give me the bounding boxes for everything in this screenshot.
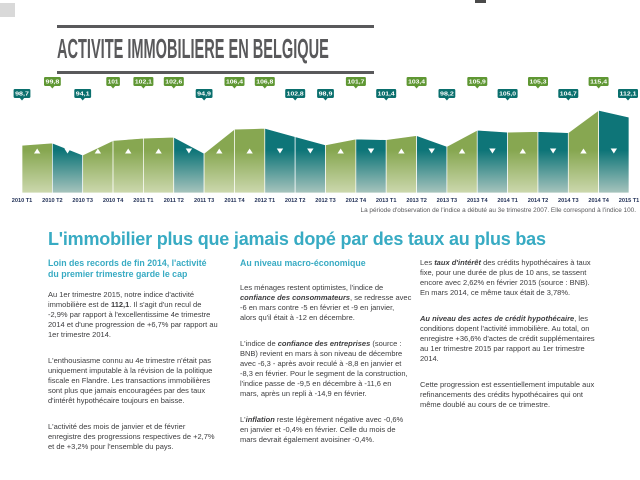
corner-artifact-dash xyxy=(475,0,486,3)
chart-bar-segment xyxy=(386,136,416,194)
x-axis-label: 2013 T4 xyxy=(467,198,488,204)
column-subhead: Au niveau macro-économique xyxy=(240,258,366,268)
value-badge xyxy=(376,89,396,101)
svg-text:106,8: 106,8 xyxy=(256,79,274,86)
column-interest-rates xyxy=(420,258,600,426)
svg-text:103,4: 103,4 xyxy=(408,79,427,86)
value-badge xyxy=(558,89,578,101)
paragraph: Au niveau des actes de crédit hypothécaire, les conditions dopent l'activité immobilière. Au total, on enregistre +36,6% d'actes de crédit supplémentaires au 1er trimestre 2015 par rapport au 1er trimestre 2014. xyxy=(420,314,595,363)
column-subhead: Loin des records de fin 2014, l'activité du premier trimestre garde le cap xyxy=(48,258,207,279)
value-badge xyxy=(407,77,427,89)
corner-artifact-box xyxy=(0,3,15,17)
chart-bar-segment xyxy=(143,137,173,193)
value-badge xyxy=(439,89,456,101)
value-badge xyxy=(106,77,120,89)
value-badge xyxy=(498,89,518,101)
page-title: ACTIVITE IMMOBILIERE EN BELGIQUE xyxy=(57,33,329,64)
x-axis-label: 2015 T1 xyxy=(618,198,640,204)
value-badge xyxy=(589,77,609,89)
svg-text:102,1: 102,1 xyxy=(134,79,152,86)
svg-text:102,8: 102,8 xyxy=(286,91,304,98)
x-axis-label: 2010 T2 xyxy=(42,198,63,204)
chart-bar-segment xyxy=(83,141,113,194)
svg-text:104,7: 104,7 xyxy=(559,91,577,98)
chart-bar-segment xyxy=(204,129,234,193)
chart-bar-segment xyxy=(295,137,325,193)
x-axis-label: 2014 T2 xyxy=(527,198,549,204)
paragraph: L'activité des mois de janvier et de février enregistre des progressions respectives de +2,7% et de +3,2% pour l'ensemble du pays. xyxy=(48,422,215,451)
article-headline: L'immobilier plus que jamais dopé par des taux au plus bas xyxy=(48,229,546,249)
column-macro-economy xyxy=(240,258,412,461)
chart-bar-segment xyxy=(326,139,356,193)
value-badge xyxy=(74,89,91,101)
svg-text:98,2: 98,2 xyxy=(440,91,454,98)
chart-bar-segment xyxy=(417,136,447,194)
x-axis-label: 2013 T1 xyxy=(375,198,397,204)
chart-bar-segment xyxy=(538,132,568,194)
value-badge xyxy=(255,77,275,89)
x-axis-label: 2012 T2 xyxy=(284,198,306,204)
chart-observation-note: La période d'observation de l'indice a débuté au 3e trimestre 2007. Elle correspond à l'indice 100. xyxy=(360,207,636,214)
chart-bar-segment xyxy=(174,137,204,193)
value-badge xyxy=(618,89,638,101)
x-axis-label: 2012 T3 xyxy=(315,198,336,204)
chart-bar-segment xyxy=(265,128,295,193)
value-badge xyxy=(528,77,548,89)
paragraph: Les taux d'intérêt des crédits hypothécaires à taux fixe, pour une durée de plus de 10 ans, se tassent encore avec 2,62% en février 2015 (source : BNB). En mars 2014, ce même taux était de 3,78%. xyxy=(420,258,591,297)
chart-bar-segment xyxy=(356,139,386,193)
svg-text:101,4: 101,4 xyxy=(377,91,396,98)
svg-text:98,9: 98,9 xyxy=(318,91,333,98)
svg-text:99,8: 99,8 xyxy=(45,79,60,86)
column-quarter-summary xyxy=(48,258,218,468)
chart-bar-segment xyxy=(508,132,538,194)
x-axis-label: 2013 T3 xyxy=(436,198,458,204)
svg-text:94,9: 94,9 xyxy=(197,91,212,98)
svg-text:101: 101 xyxy=(107,79,119,86)
x-axis-label: 2011 T3 xyxy=(193,198,215,204)
svg-text:94,1: 94,1 xyxy=(75,91,90,98)
paragraph: L'enthousiasme connu au 4e trimestre n'était pas uniquement imputable à la révision de la politique fiscale en Flandre. Les transactions immobilières sont plus que jamais encouragées par des taux d'intérêt hypothécaire toujours en baisse. xyxy=(48,356,213,405)
x-axis-label: 2011 T4 xyxy=(224,198,245,204)
paragraph: Cette progression est essentiellement imputable aux refinancements des crédits hypothécaires qui ont même doublé au cours de ce trimestre. xyxy=(420,380,595,409)
x-axis-label: 2014 T3 xyxy=(558,198,579,204)
chart-bar-segment xyxy=(234,128,264,193)
real-estate-activity-index-chart xyxy=(0,74,640,206)
x-axis-label: 2011 T2 xyxy=(163,198,184,204)
value-badge xyxy=(196,89,213,101)
value-badge xyxy=(44,77,61,89)
paragraph: Au 1er trimestre 2015, notre indice d'activité immobilière est de 112,1. Il s'agit d'un recul de -2,9% par rapport à l'excellentissime 4e trimestre 2014 et d'une progression de +6,7% par rapport au 1er trimestre 2014. xyxy=(48,290,218,339)
svg-text:105,3: 105,3 xyxy=(529,79,547,86)
x-axis-label: 2010 T3 xyxy=(72,198,93,204)
x-axis-label: 2010 T1 xyxy=(11,198,33,204)
value-badge xyxy=(14,89,31,101)
chart-bar-segment xyxy=(113,138,143,193)
x-axis-label: 2012 T1 xyxy=(254,198,276,204)
x-axis-label: 2012 T4 xyxy=(345,198,367,204)
value-badge xyxy=(346,77,366,89)
value-badge xyxy=(285,89,305,101)
x-axis-label: 2014 T1 xyxy=(497,198,518,204)
value-badge xyxy=(225,77,245,89)
svg-text:115,4: 115,4 xyxy=(590,79,609,86)
svg-text:102,6: 102,6 xyxy=(165,79,183,86)
value-badge xyxy=(467,77,487,89)
value-badge xyxy=(164,77,184,89)
chart-bar-segment xyxy=(477,130,507,193)
value-badge xyxy=(133,77,153,89)
x-axis-label: 2011 T1 xyxy=(133,198,154,204)
svg-text:112,1: 112,1 xyxy=(619,91,637,98)
paragraph: L'inflation reste légèrement négative avec -0,6% en janvier et -0,4% en février. Celle du mois de mars devrait également avoisiner -0,4%. xyxy=(240,415,404,444)
svg-text:105,9: 105,9 xyxy=(468,79,486,86)
paragraph: L'indice de confiance des entreprises (source : BNB) revient en mars à son niveau de décembre avec -6,3 - après avoir reculé à -8,8 en janvier et -8,3 en février. Pour le segment de la construction, l'indice passe de -9,5 en décembre à -11,6 en mars, après un repli à -14,9 en février. xyxy=(240,339,408,398)
paragraph: Les ménages restent optimistes, l'indice de confiance des consommateurs, se redresse avec -6 en mars contre -5 en février et -9 en janvier, alors qu'il était à -12 en décembre. xyxy=(240,283,412,322)
svg-text:101,7: 101,7 xyxy=(347,79,365,86)
svg-text:98,7: 98,7 xyxy=(15,91,29,98)
value-badge xyxy=(317,89,334,101)
x-axis-label: 2014 T4 xyxy=(588,198,609,204)
x-axis-label: 2013 T2 xyxy=(406,198,427,204)
svg-text:106,4: 106,4 xyxy=(226,79,245,86)
chart-bar-segment xyxy=(447,130,477,193)
x-axis-label: 2010 T4 xyxy=(102,198,124,204)
title-rule-top xyxy=(57,25,374,28)
svg-text:105,0: 105,0 xyxy=(499,91,517,98)
